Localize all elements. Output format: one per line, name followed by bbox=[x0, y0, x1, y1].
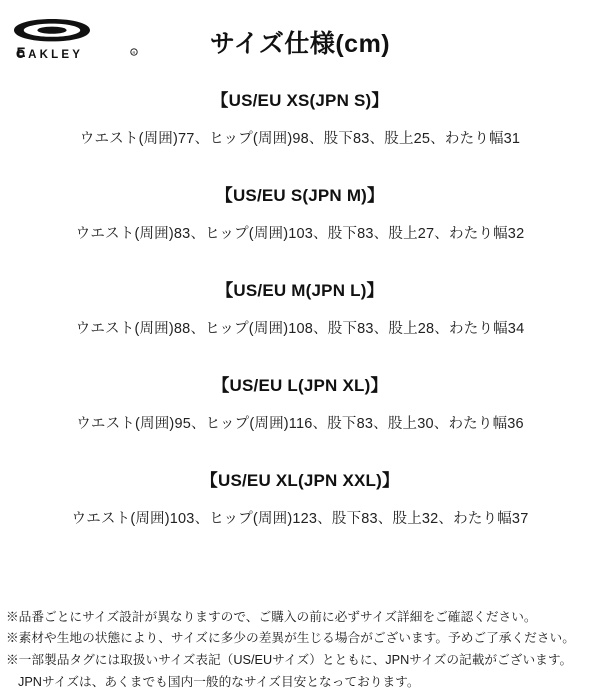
size-block bbox=[0, 86, 600, 148]
size-block bbox=[0, 181, 600, 243]
footnote-line: JPNサイズは、あくまでも国内一般的なサイズ目安となっております。 bbox=[18, 675, 420, 690]
size-heading: 【US/EU S(JPN M)】 bbox=[215, 186, 385, 205]
footnote-line: ※素材や生地の状態により、サイズに多少の差異が生じる場合がございます。予めご了承ください。 bbox=[6, 631, 575, 646]
size-measurements: ウエスト(周囲)103、ヒップ(周囲)123、股下83、股上32、わたり幅37 bbox=[71, 511, 529, 527]
page-title: サイズ仕様(cm) bbox=[209, 30, 391, 58]
size-measurements: ウエスト(周囲)83、ヒップ(周囲)103、股下83、股上27、わたり幅32 bbox=[75, 226, 525, 242]
footnote-line: ※品番ごとにサイズ設計が異なりますので、ご購入の前に必ずサイズ詳細をご確認ください。 bbox=[6, 609, 537, 624]
size-measurements: ウエスト(周囲)88、ヒップ(周囲)108、股下83、股上28、わたり幅34 bbox=[75, 321, 525, 337]
size-heading: 【US/EU L(JPN XL)】 bbox=[212, 376, 388, 395]
size-measurements: ウエスト(周囲)77、ヒップ(周囲)98、股下83、股上25、わたり幅31 bbox=[79, 131, 521, 147]
page-header bbox=[0, 0, 600, 80]
footnotes bbox=[6, 607, 594, 694]
size-measurements: ウエスト(周囲)95、ヒップ(周囲)116、股下83、股上30、わたり幅36 bbox=[76, 416, 524, 432]
svg-text:OAKLEY: OAKLEY bbox=[16, 49, 84, 61]
size-block bbox=[0, 276, 600, 338]
size-block bbox=[0, 466, 600, 528]
size-heading: 【US/EU XL(JPN XXL)】 bbox=[200, 471, 400, 490]
size-block bbox=[0, 371, 600, 433]
svg-text:R: R bbox=[132, 50, 136, 56]
size-list bbox=[0, 86, 600, 528]
size-heading: 【US/EU XS(JPN S)】 bbox=[211, 91, 389, 110]
footnote-line: ※一部製品タグには取扱いサイズ表記（US/EUサイズ）とともに、JPNサイズの記載がございます。 bbox=[6, 653, 573, 668]
size-heading: 【US/EU M(JPN L)】 bbox=[216, 281, 384, 300]
